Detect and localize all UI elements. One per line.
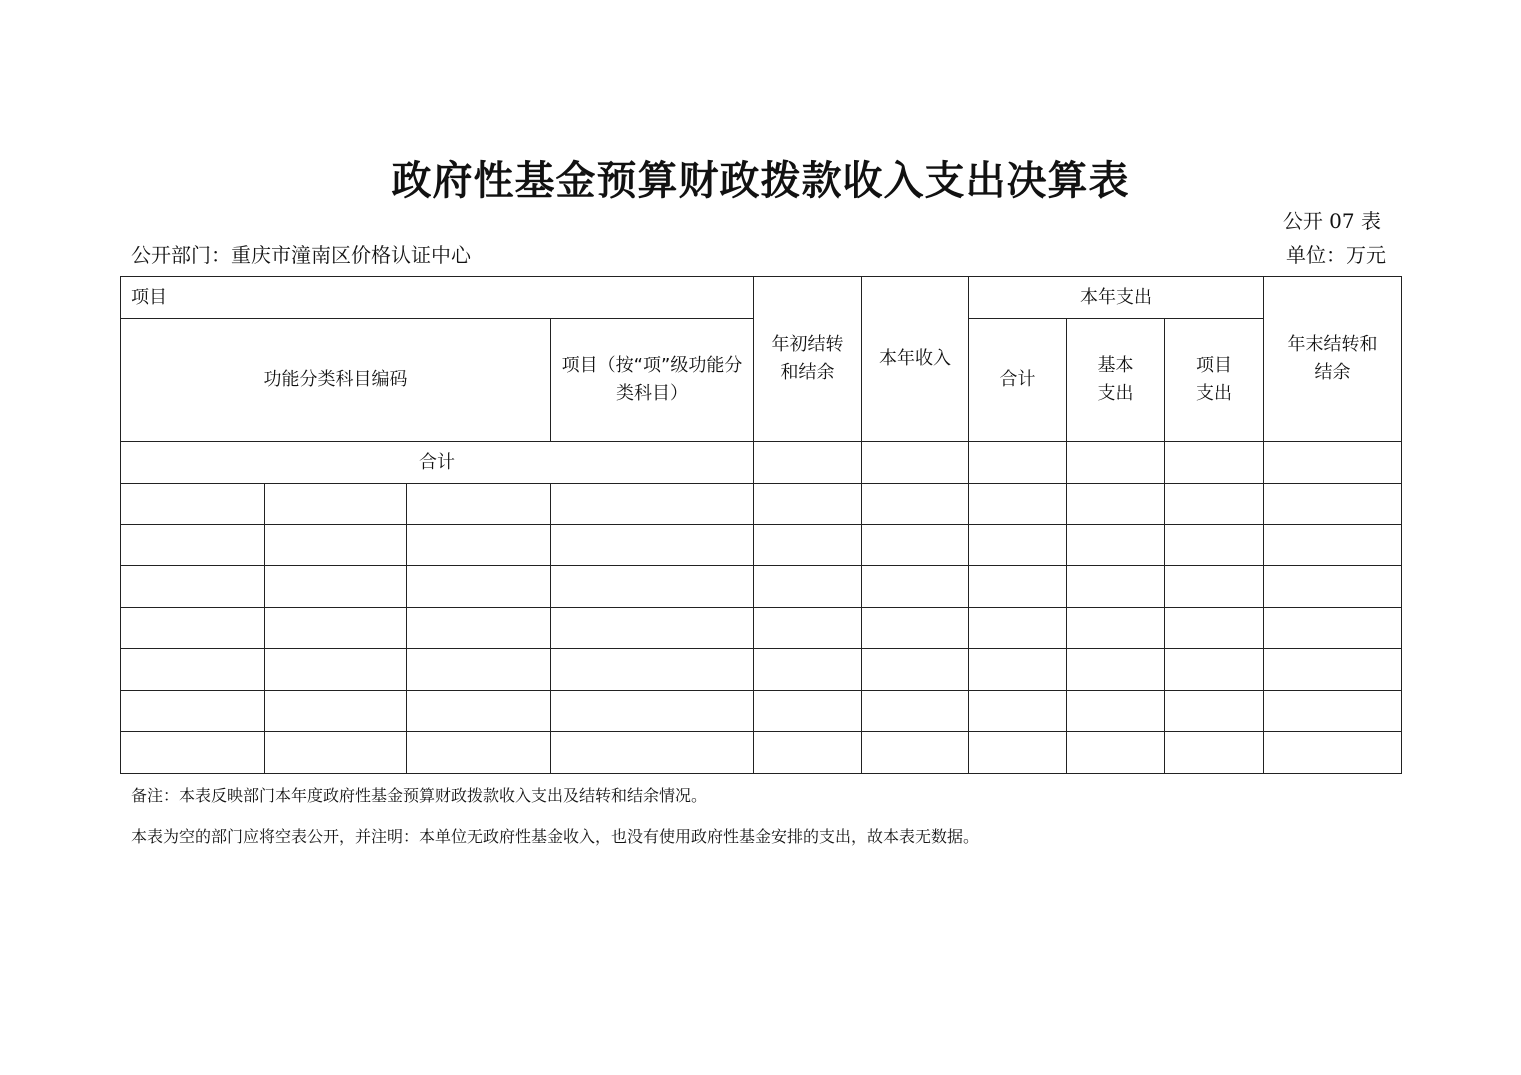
table-cell (862, 608, 969, 649)
header-item-name (551, 319, 754, 442)
table-cell (1165, 691, 1264, 732)
table-cell (265, 525, 407, 566)
table-cell (551, 732, 754, 774)
header-year-expense: 本年支出 (969, 277, 1264, 319)
table-cell (1264, 442, 1402, 484)
table-cell (1165, 732, 1264, 774)
table-cell (551, 566, 754, 608)
table-cell (754, 442, 862, 484)
budget-table (120, 276, 1402, 774)
header-end-balance (1264, 277, 1402, 442)
header-function-code: 功能分类科目编码 (121, 319, 551, 442)
table-cell (1067, 732, 1165, 774)
page-title: 政府性基金预算财政拨款收入支出决算表 (391, 157, 1130, 204)
table-cell (969, 732, 1067, 774)
header-project-expense-text: 项目支出 (1196, 355, 1232, 404)
table-cell (862, 649, 969, 691)
table-cell (1165, 566, 1264, 608)
table-cell (969, 525, 1067, 566)
table-cell (1264, 608, 1402, 649)
table-cell (862, 442, 969, 484)
table-cell (862, 484, 969, 525)
table-cell (121, 566, 265, 608)
table-cell (969, 649, 1067, 691)
header-expense-total: 合计 (969, 319, 1067, 442)
table-row (121, 649, 1402, 691)
table-cell (1264, 649, 1402, 691)
table-cell (265, 608, 407, 649)
table-cell (754, 649, 862, 691)
table-cell (1165, 525, 1264, 566)
table-cell (862, 732, 969, 774)
table-cell (754, 484, 862, 525)
table-cell (1165, 608, 1264, 649)
table-cell (265, 732, 407, 774)
table-cell (407, 484, 551, 525)
table-cell (1067, 608, 1165, 649)
table-cell (407, 566, 551, 608)
table-cell (1264, 691, 1402, 732)
table-cell (1165, 649, 1264, 691)
header-project: 项目 (121, 277, 754, 319)
table-row (121, 484, 1402, 525)
table-cell (265, 649, 407, 691)
table-cell (1264, 525, 1402, 566)
table-cell (754, 525, 862, 566)
table-cell (551, 691, 754, 732)
table-cell (754, 691, 862, 732)
table-cell (1165, 484, 1264, 525)
header-begin-balance-text: 年初结转和结余 (771, 334, 844, 383)
table-cell (969, 608, 1067, 649)
table-cell (407, 649, 551, 691)
table-cell (969, 566, 1067, 608)
table-cell (121, 484, 265, 525)
table-cell (551, 649, 754, 691)
header-basic-expense (1067, 319, 1165, 442)
table-cell (265, 566, 407, 608)
table-cell (121, 608, 265, 649)
table-cell (1165, 442, 1264, 484)
note-remark: 备注：本表反映部门本年度政府性基金预算财政拨款收入支出及结转和结余情况。 (131, 786, 708, 805)
table-cell (551, 608, 754, 649)
table-row (121, 732, 1402, 774)
table-row (121, 566, 1402, 608)
table-cell (1067, 566, 1165, 608)
table-cell (862, 691, 969, 732)
table-number: 公开 07 表 (1282, 209, 1381, 233)
table-cell (1067, 649, 1165, 691)
header-end-balance-text: 年末结转和结余 (1287, 334, 1378, 383)
table-cell (407, 732, 551, 774)
header-project-expense (1165, 319, 1264, 442)
table-cell (1067, 525, 1165, 566)
table-cell (1067, 691, 1165, 732)
table-row (121, 691, 1402, 732)
header-basic-expense-text: 基本支出 (1097, 355, 1134, 404)
table-cell (121, 691, 265, 732)
table-cell (1067, 442, 1165, 484)
table-cell (1264, 732, 1402, 774)
unit-label: 单位：万元 (1286, 243, 1386, 267)
table-cell (551, 525, 754, 566)
table-cell (862, 566, 969, 608)
table-cell (407, 691, 551, 732)
total-label: 合计 (121, 442, 754, 484)
table-row (121, 608, 1402, 649)
table-cell (121, 649, 265, 691)
header-year-income (862, 277, 969, 442)
table-cell (121, 525, 265, 566)
table-cell (1264, 566, 1402, 608)
table-cell (265, 691, 407, 732)
table-cell (754, 732, 862, 774)
total-row (121, 442, 1402, 484)
header-begin-balance (754, 277, 862, 442)
note-empty-table: 本表为空的部门应将空表公开，并注明：本单位无政府性基金收入，也没有使用政府性基金安排的支出，故本表无数据。 (131, 827, 980, 846)
table-cell (862, 525, 969, 566)
table-cell (969, 442, 1067, 484)
table-cell (1264, 484, 1402, 525)
table-cell (969, 691, 1067, 732)
table-cell (407, 608, 551, 649)
table-cell (1067, 484, 1165, 525)
header-year-income-text: 本年收入 (879, 348, 951, 369)
table-cell (121, 732, 265, 774)
table-cell (969, 484, 1067, 525)
department-label: 公开部门：重庆市潼南区价格认证中心 (131, 243, 471, 267)
table-cell (265, 484, 407, 525)
table-cell (551, 484, 754, 525)
header-item-name-text: 项目（按“项”级功能分类科目） (561, 355, 743, 404)
table-row (121, 525, 1402, 566)
table-cell (754, 566, 862, 608)
table-cell (754, 608, 862, 649)
header-row-1 (121, 277, 1402, 319)
table-cell (407, 525, 551, 566)
